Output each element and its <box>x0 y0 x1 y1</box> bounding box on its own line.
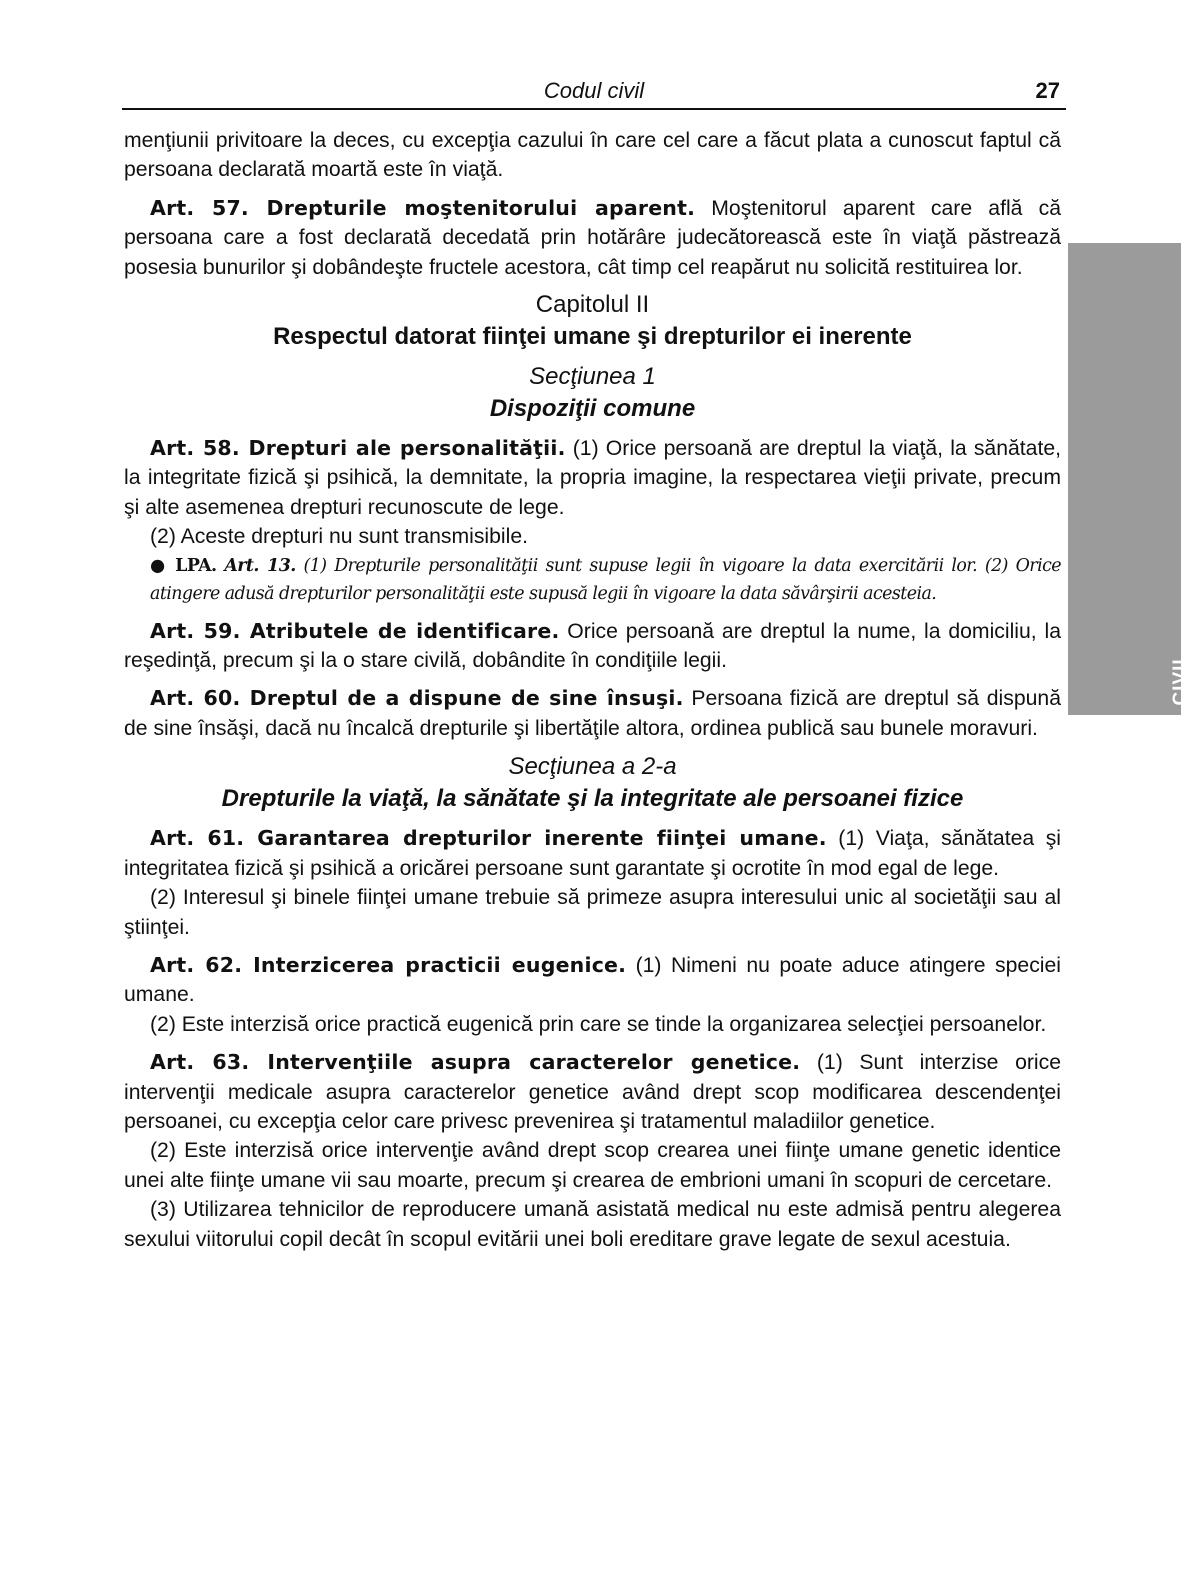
article-paragraph: (3) Utilizarea tehnicilor de reproducere umană asistată medical nu este admisă pentru alegerea sexului viitorului copil decât în scopul evitării unei boli ereditare grave legate de sexul acestuia. <box>124 1198 1061 1251</box>
section-label: Secţiunea a 2-a <box>508 753 677 781</box>
chapter-label: Capitolul II <box>535 291 650 319</box>
chapter-title: Respectul datorat fiinţei umane şi drepturilor ei inerente <box>273 323 912 351</box>
lpa-text: (1) Drepturile personalităţii sunt supuse legii în vigoare la data exercitării lor. (2) Orice atingere adusă drepturilor personalităţii este supusă legii în vigoare la data săvârşirii acesteia. <box>150 555 1062 604</box>
lpa-label: LPA. <box>175 555 217 576</box>
article-text: Moştenitorul aparent care află că persoana care a fost declarată decedată prin hotărâre judecătorească este în viaţă păstrează posesia bunurilor şi dobândeşte fructele acestora, cât timp cel reapărut nu solicită restituirea lor. <box>124 196 1061 279</box>
article-heading: Art. 57. Drepturile moştenitorului aparent. <box>150 195 696 220</box>
article-61 <box>124 824 1061 883</box>
article-text: Orice persoană are dreptul la nume, la domiciliu, la reşedinţă, precum şi la o stare civilă, dobândite în condiţiile legii. <box>124 619 1061 673</box>
article-text: (1) Sunt interzise orice intervenţii medicale asupra caracterelor genetice având drept scop modificarea descendenţei persoanei, cu excepţia celor care privesc prevenirea şi tratamentul maladiilor genetice. <box>124 1051 1061 1133</box>
lpa-note <box>124 552 1061 608</box>
article-text: (1) Nimeni nu poate aduce atingere speciei umane. <box>124 953 1061 1007</box>
section-title: Dispoziţii comune <box>489 395 696 423</box>
article-heading: Art. 60. Dreptul de a dispune de sine însuşi. <box>150 686 684 711</box>
side-thumb-tab <box>1068 243 1191 785</box>
article-58 <box>124 434 1061 522</box>
article-heading: Art. 62. Interzicerea practicii eugenice. <box>150 952 627 977</box>
article-heading: Art. 61. Garantarea drepturilor inerente fiinţei umane. <box>150 826 827 851</box>
header-rule <box>122 108 1066 110</box>
article-paragraph: (2) Este interzisă orice intervenţie având drept scop crearea unei fiinţe umane genetic identice unei alte fiinţe umane vii sau moarte, precum şi crearea de embrioni umani în scopuri de cercetare. <box>124 1139 1061 1192</box>
article-heading: Art. 63. Intervenţiile asupra caracterelor genetice. <box>150 1050 801 1075</box>
lpa-article-ref: Art. 13. <box>224 555 296 576</box>
page-content <box>124 126 1061 1254</box>
article-59 <box>124 617 1061 676</box>
article-heading: Art. 58. Drepturi ale personalităţii. <box>150 436 566 461</box>
section-title: Drepturile la viaţă, la sănătate şi la integritate ale persoanei fizice <box>221 785 964 813</box>
running-title: Codul civil <box>543 78 645 103</box>
article-text: (1) Orice persoană are dreptul la viaţă, la sănătate, la integritate fizică şi psihică, la demnitate, la propria imagine, la respectarea vieţii private, precum şi alte asemenea drepturi recunoscute de lege. <box>124 437 1062 519</box>
page-number: 27 <box>1035 78 1060 103</box>
article-paragraph: (2) Aceste drepturi nu sunt transmisibile. <box>150 525 529 549</box>
article-text: Persoana fizică are dreptul să dispună de sine însăşi, dacă nu încalcă drepturile şi libertăţile altora, ordinea publică sau bunele moravuri. <box>124 687 1061 740</box>
section-label: Secţiunea 1 <box>529 363 656 391</box>
article-heading: Art. 59. Atributele de identificare. <box>150 618 560 643</box>
article-paragraph: (2) Este interzisă orice practică eugenică prin care se tinde la organizarea selecţiei persoanelor. <box>150 1012 1047 1036</box>
running-header <box>122 78 1066 108</box>
side-tab-label: CODUL CIVIL <box>1170 651 1191 785</box>
article-paragraph: (2) Interesul şi binele fiinţei umane trebuie să primeze asupra interesului unic al societăţii sau al ştiinţei. <box>124 886 1061 939</box>
bullet-icon: ● <box>150 555 168 576</box>
article-57 <box>124 194 1061 282</box>
article-60 <box>124 684 1061 743</box>
continuation-paragraph: menţiunii privitoare la deces, cu excepţia cazului în care cel care a făcut plata a cunoscut faptul că persoana declarată moartă este în viaţă. <box>124 129 1061 182</box>
article-62 <box>124 951 1061 1010</box>
article-text: (1) Viaţa, sănătatea şi integritatea fizică şi psihică a oricărei persoane sunt garantate şi ocrotite în mod egal de lege. <box>124 827 1061 880</box>
article-63 <box>124 1048 1061 1136</box>
